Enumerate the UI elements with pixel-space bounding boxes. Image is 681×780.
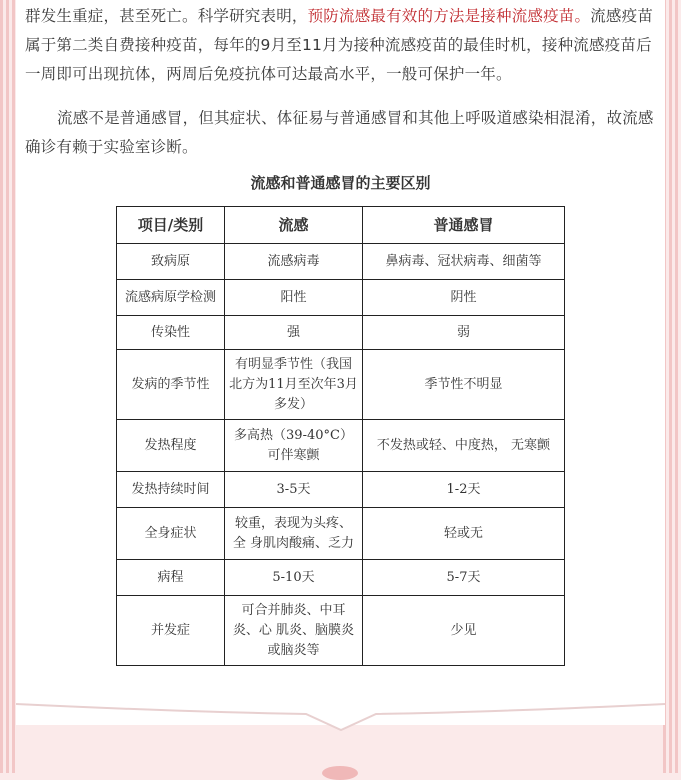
table-row xyxy=(117,596,565,666)
bottom-dot-decoration xyxy=(322,766,358,780)
comparison-table xyxy=(116,206,565,666)
article-card xyxy=(16,0,665,725)
flu-cell: 可合并肺炎、中耳炎、心 肌炎、脑膜炎或脑炎等 xyxy=(225,596,363,666)
row-label: 病程 xyxy=(117,560,225,596)
flu-cell: 有明显季节性（我国北方为11月至次年3月多发） xyxy=(225,350,363,420)
card-bottom-wave-decoration xyxy=(16,690,665,750)
cold-cell: 季节性不明显 xyxy=(363,350,565,420)
paragraph-vaccine xyxy=(25,2,656,89)
cold-cell: 1-2天 xyxy=(363,472,565,508)
cold-cell: 不发热或轻、中度热， 无寒颤 xyxy=(363,420,565,472)
header-cell: 流感 xyxy=(225,207,363,244)
cold-cell: 少见 xyxy=(363,596,565,666)
flu-cell: 较重，表现为头疼、全 身肌肉酸痛、乏力 xyxy=(225,508,363,560)
row-label: 传染性 xyxy=(117,316,225,350)
table-row xyxy=(117,508,565,560)
row-label: 发病的季节性 xyxy=(117,350,225,420)
row-label: 流感病原学检测 xyxy=(117,280,225,316)
table-row xyxy=(117,244,565,280)
cold-cell: 鼻病毒、冠状病毒、细菌等 xyxy=(363,244,565,280)
table-row xyxy=(117,472,565,508)
right-stripe-decoration xyxy=(663,0,681,773)
table-row xyxy=(117,560,565,596)
row-label: 发热持续时间 xyxy=(117,472,225,508)
table-header-row xyxy=(117,207,565,244)
table-caption: 流感和普通感冒的主要区别 xyxy=(250,174,431,192)
flu-cell: 3-5天 xyxy=(225,472,363,508)
paragraph-text: 流感疫苗属于第二类自费接种疫苗，每年的9月至11月为接种流感疫苗的最佳时机，接种流感疫苗后一周即可出现抗体，两周后免疫抗体可达最高水平，一般可保护一年。 xyxy=(25,7,654,83)
row-label: 致病原 xyxy=(117,244,225,280)
table-row xyxy=(117,316,565,350)
row-label: 全身症状 xyxy=(117,508,225,560)
flu-cell: 流感病毒 xyxy=(225,244,363,280)
cold-cell: 弱 xyxy=(363,316,565,350)
flu-cell: 阳性 xyxy=(225,280,363,316)
header-cell: 普通感冒 xyxy=(363,207,565,244)
cold-cell: 5-7天 xyxy=(363,560,565,596)
cold-cell: 轻或无 xyxy=(363,508,565,560)
highlighted-text: 预防流感最有效的方法是接种流感疫苗。 xyxy=(307,7,591,25)
flu-cell: 5-10天 xyxy=(225,560,363,596)
flu-cell: 多高热（39-40°C）可伴寒颤 xyxy=(225,420,363,472)
table-row xyxy=(117,280,565,316)
flu-cell: 强 xyxy=(225,316,363,350)
paragraph-text: 群发生重症，甚至死亡。科学研究表明， xyxy=(25,7,308,25)
row-label: 并发症 xyxy=(117,596,225,666)
table-row xyxy=(117,420,565,472)
row-label: 发热程度 xyxy=(117,420,225,472)
table-row xyxy=(117,350,565,420)
header-cell: 项目/类别 xyxy=(117,207,225,244)
paragraph-diagnosis: 流感不是普通感冒，但其症状、体征易与普通感冒和其他上呼吸道感染相混淆，故流感确诊有赖于实验室诊断。 xyxy=(25,109,654,156)
cold-cell: 阴性 xyxy=(363,280,565,316)
